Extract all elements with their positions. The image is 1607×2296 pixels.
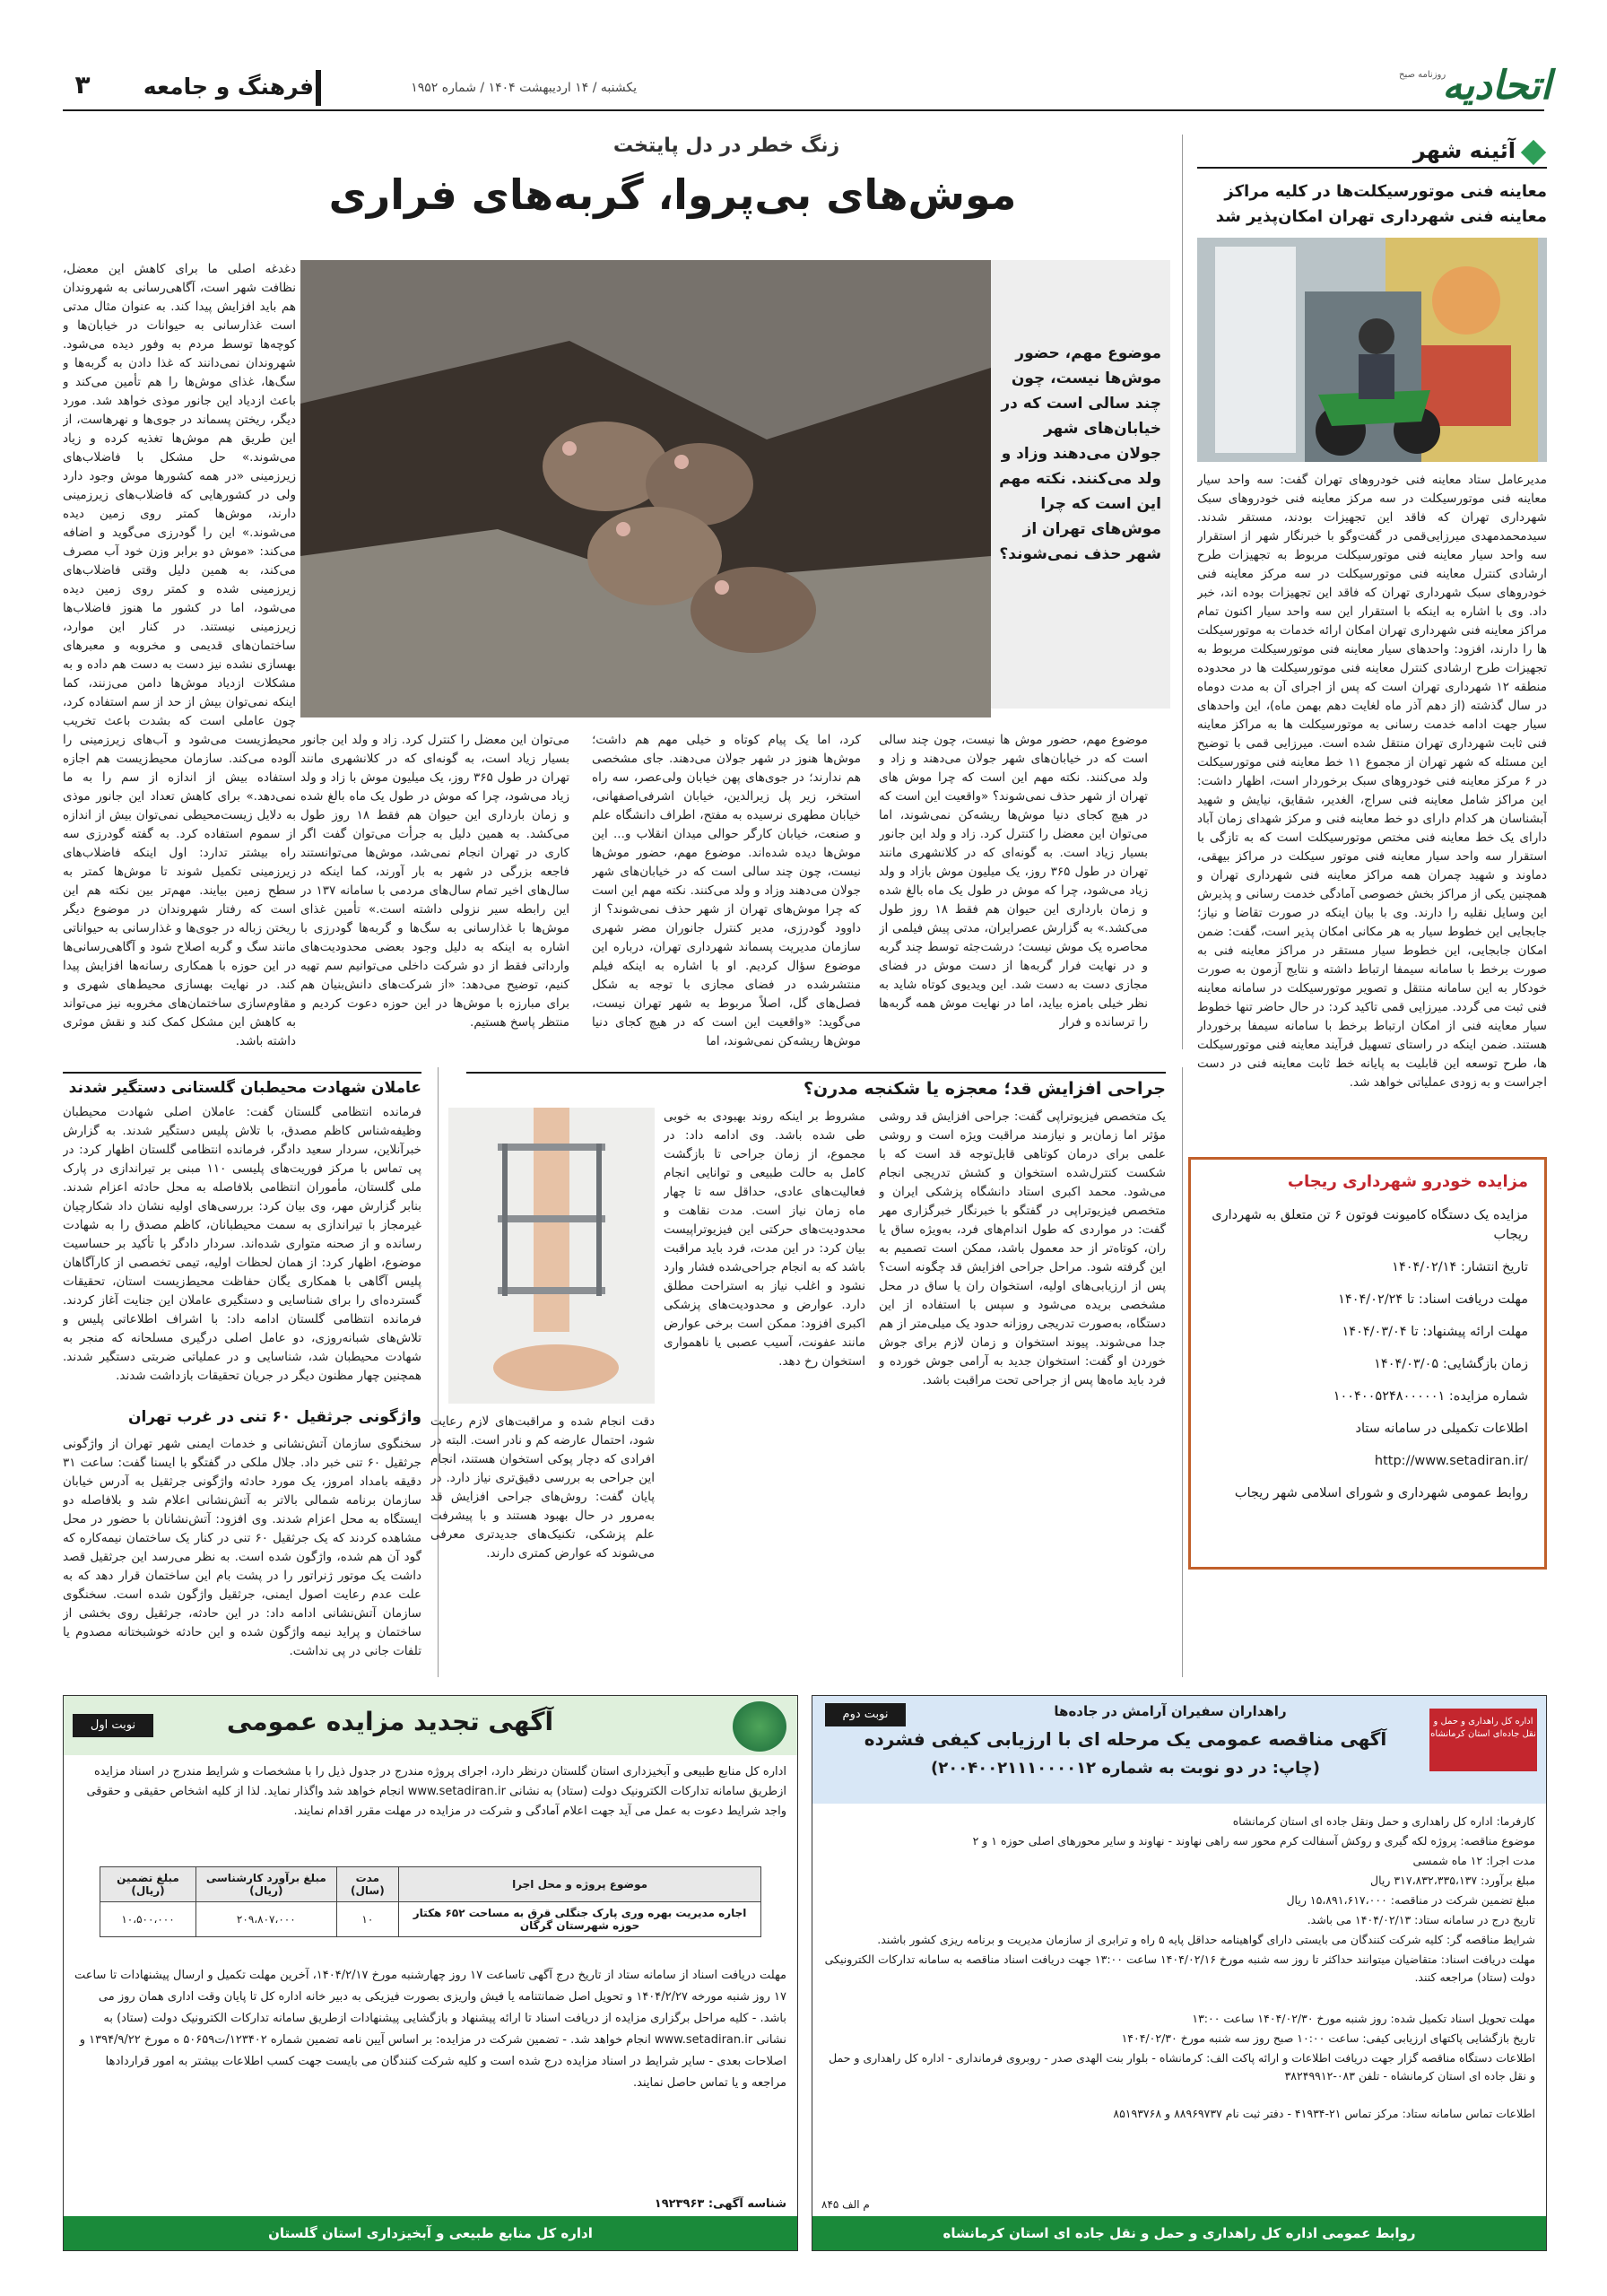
rats-photo — [300, 260, 991, 718]
tender-row: اطلاعات تماس سامانه ستاد: مرکز تماس ۲۱-۴۱۹۳۴ - دفتر ثبت نام ۸۸۹۶۹۷۳۷ و ۸۵۱۹۳۷۶۸ — [1113, 2107, 1535, 2120]
table-cell: ۱۰ — [336, 1902, 399, 1937]
tender-row: شرایط مناقصه گر: کلیه شرکت کنندگان می بایستی دارای گواهینامه حداقل پایه ۵ راه و ترابری از سازمان مدیریت و برنامه ریزی کشور باشند. — [877, 1933, 1535, 1946]
natural-resources-logo — [733, 1701, 786, 1752]
leg-brace-photo — [448, 1108, 655, 1404]
road-agency-logo: اداره کل راهداری و حمل و نقل جاده‌ای استان کرمانشاه — [1429, 1709, 1537, 1771]
date-line: یکشنبه / ۱۴ اردیبهشت ۱۴۰۴ / شماره ۱۹۵۲ — [411, 81, 637, 95]
renewal-footer — [64, 2216, 797, 2250]
pullquote: موضوع مهم، حضور موش‌ها نیست، چون چند سالی است که در خیابان‌های شهر جولان می‌دهند وزاد و ولد می‌کنند. نکته مهم این است که چرا موش‌های تهران از شهر حذف نمی‌شوند؟ — [999, 344, 1161, 563]
page-number: ۳ — [74, 70, 91, 100]
column-rule — [1182, 135, 1183, 1049]
golestan-headline: عاملان شهادت محیطبان گلستانی دستگیر شدند — [63, 1072, 421, 1097]
story-headline: موش‌های بی‌پروا، گربه‌های فراری — [328, 170, 1017, 219]
renewal-auction-ad — [63, 1695, 798, 2251]
story-kicker: زنگ خطر در دل پایتخت — [612, 135, 840, 157]
story-column-2: کرد، اما یک پیام کوتاه و خیلی مهم هم داشت؛ موش‌ها هنوز در شهر جولان می‌دهند. جای مشخصی هم ندارند؛ در جوی‌های پهن خیابان ولی‌عصر، سه راه استخر، زیر پل زیرالدین، خیابان اشرفی‌اصفهانی، خیابان مطهری نرسیده به مفتح، اطراف دانشگاه علم و صنعت، خیابان کارگر حوالی میدان انقلاب و... این موش‌ها دیده شده‌اند. موضوع مهم، حضور موش‌ها نیست، چون چند سالی است که در خیابان‌های شهر جولان می‌دهند وزاد و ولد می‌کنند. نکته مهم این است که چرا موش‌های تهران از شهر حذف نمی‌شوند؟ از داوود گودرزی، مدیر کنترل جانوران مضر شهری سازمان مدیریت پسماند شهرداری تهران، درباره این موضوع سؤال کردیم. او با اشاره به اینکه فیلم منتشرشده در فضای مجازی با توجه به شکل فصل‌های گل، اصلاً مربوط به شهر تهران نیست، می‌گوید: «واقعیت این است که در هیچ کجای دنیا موش‌ها ریشه‌کن نمی‌شوند، اما — [592, 733, 861, 1048]
surgery-column-3: دقت انجام شده و مراقبت‌های لازم رعایت شود، احتمال عارضه کم و نادر است. البته در افرادی که دچار پوکی استخوان هستند، انجام این جراحی به بررسی دقیق‌تری نیاز دارد. در پایان گفت: روش‌های جراحی افزایش قد به‌مرور در حال بهبود هستند و با پیشرفت علم پزشکی، تکنیک‌های جدیدتری معرفی می‌شوند که عوارض کمتری دارند. — [430, 1414, 655, 1561]
renewal-body: مهلت دریافت اسناد از سامانه ستاد از تاریخ درج آگهی تاساعت ۱۷ روز چهارشنبه مورخ ۱۴۰۴/۲/۱۷، آخرین مهلت تکمیل و ارسال پیشنهادات تا ساعت ۱۷ روز شنبه مورخه ۱۴۰۴/۲/۲۷ و تحویل اصل ضمانتنامه یا فیش واریزی بصورت فیزیکی به دبیر خانه اداره کل تا پایان وقت اداری همان روز می باشد. - کلیه مراحل برگزاری مزایده از دریافت اسناد تا ارائه پیشنهاد و بازگشایی پیشنهادات ازطریق سامانه تدارکات الکترونیک دولت (ستاد) به نشانی www.setadiran.ir انجام خواهد شد. - تضمین شرکت در مزایده: بر اساس آیین نامه تضمین شماره ۱۲۳۴۰۲/ت۵۰۶۵۹ ه مورخ ۱۳۹۴/۹/۲۲ و اصلاحات بعدی - سایر شرایط در اسناد مزایده درج شده است و کلیه شرکت کنندگان می بایست جهت کسب اطلاعات بیشتر به امور قراردادها مراجعه و یا تماس حاصل نمایند. — [74, 1969, 786, 2090]
tender-footer-text: روابط عمومی اداره کل راهداری و حمل و نقل جاده ای استان کرمانشاه — [942, 2225, 1416, 2241]
table-header: مبلغ تضمین (ریال) — [100, 1867, 196, 1902]
renewal-intro: اداره کل منابع طبیعی و آبخیزداری استان گلستان درنظر دارد، اجرای پروژه مندرج در جدول ذیل را با مشخصات و شرایط مندرج در اسناد مزایده ازطریق سامانه تدارکات الکترونیک دولت (ستاد) به نشانی www.setadiran.ir انجام خواهد شد واگذار نماید. لذا از کلیه اشخاص حقیقی و حقوقی واجد شرایط دعوت به عمل می آید جهت اعلام آمادگی و شرکت در مزایده در مهلت مقرر اقدام نمایند. — [86, 1765, 786, 1818]
auction-line: اطلاعات تکمیلی در سامانه ستاد — [1355, 1422, 1528, 1436]
table-header: مبلغ برآورد کارشناسی (ریال) — [196, 1867, 337, 1902]
tender-banner: راهداران سفیران آرامش در جاده‌ها — [1054, 1703, 1287, 1719]
auction-link[interactable]: http://www.setadiran.ir/ — [1374, 1454, 1528, 1468]
logo-text: اتحادیه — [1442, 63, 1551, 109]
story-column-1: موضوع مهم، حضور موش ها نیست، چون چند سالی است که در خیابان‌های شهر جولان می‌دهند و زاد و ولد می‌کنند. نکته مهم این است که چرا موش های تهران از شهر حذف نمی‌شوند؟ «واقعیت این است که در هیچ کجای دنیا موش‌ها ریشه‌کن نمی‌شوند، اما می‌توان این معضل را کنترل کرد. زاد و ولد این جانور بسیار زیاد است. به گونه‌ای که در کلانشهری مانند تهران در طول ۳۶۵ روز، یک میلیون موش بازاد و ولد زیاد می‌شود، چرا که موش در طول یک ماه بالغ شده و زمان بارداری این حیوان هم فقط ۱۸ روز طول می‌کشد.» به گزارش عصرایران، مدتی پیش فیلمی از محاصره یک موش نیست؛ درشت‌جثه توسط چند گربه و در نهایت فرار گربه‌ها از دست موش در فضای مجازی دست به دست شد. این ویدیوی کوتاه شاید به نظر خیلی بامزه بیاید، اما در نهایت موش همه گربه‌ها را ترسانده و فرار — [879, 733, 1148, 1030]
column-rule — [1182, 1067, 1183, 1677]
auction-line: مهلت دریافت اسناد: تا ۱۴۰۴/۰۲/۲۴ — [1338, 1292, 1528, 1307]
tender-row: مبلغ برآورد: ۳۱۷،۸۳۲،۳۳۵،۱۳۷ ریال — [1370, 1874, 1535, 1887]
auction-notice — [1188, 1157, 1547, 1570]
tender-subtitle: (چاپ: در دو نوبت به شماره ۲۰۰۴۰۰۲۱۱۱۰۰۰۰۱۲) — [931, 1759, 1320, 1778]
table-cell: ۲۰۹،۸۰۷،۰۰۰ — [196, 1902, 337, 1937]
table-header: مدت (سال) — [336, 1867, 399, 1902]
auction-title: مزایده خودرو شهرداری ریجاب — [1287, 1172, 1528, 1191]
auction-line: شماره مزایده: ۱۰۰۴۰۰۵۲۴۸۰۰۰۰۰۱ — [1333, 1389, 1528, 1404]
section-divider — [316, 70, 321, 106]
tender-row: تاریخ درج در سامانه ستاد: ۱۴۰۴/۰۲/۱۳ می باشد. — [1307, 1913, 1535, 1926]
table-cell: ۱۰،۵۰۰،۰۰۰ — [100, 1902, 196, 1937]
sidebar-title: آئینه شهر — [1412, 138, 1516, 163]
tender-badge: نوبت دوم — [825, 1703, 906, 1726]
sidebar-headline: معاینه فنی موتورسیکلت‌ها در کلیه مراکز معاینه فنی شهرداری تهران امکان‌پذیر شد — [1215, 182, 1547, 226]
tender-row: مهلت تحویل اسناد تکمیل شده: روز شنبه مورخ ۱۴۰۴/۰۲/۳۰ ساعت ۱۳:۰۰ — [1192, 2012, 1535, 2025]
tender-row: اطلاعات دستگاه مناقصه گزار جهت دریافت اطلاعات و ارائه پاکت الف: کرمانشاه - بلوار بنت الهدی صدر - روبروی فرمانداری - اداره کل راهداری و حمل و نقل جاده ای استان کرمانشاه - تلفن ۰۸۳-۳۸۲۴۹۹۱۲ — [829, 2051, 1535, 2083]
sidebar-body: مدیرعامل ستاد معاینه فنی خودروهای تهران گفت: سه واحد سیار معاینه فنی موتورسیکلت در سه مرکز معاینه فنی خودروهای سبک شهرداری تهران که فاقد این تجهیزات بودند، مستقر شدند. سیدمحمدمهدی میرزایی‌قمی در گفت‌وگو با خبرنگار شهر از استقرار سه واحد سیار معاینه فنی موتورسیکلت مربوط به تجهیزات طرح ارشادی کنترل معاینه فنی موتورسیکلت در سه مرکز معاینه فنی خودروهای سبک شهرداری تهران که فاقد این تجهیزات بوده اند، خبر داد. وی با اشاره به اینکه با استقرار این سه واحد سیار اکنون تمام مراکز معاینه فنی شهرداری تهران امکان ارائه خدمات به موتورسیکلت ها را دارند، افزود: واحدهای سیار معاینه فنی موتورسیکلت مربوط به تجهیزات طرح ارشادی کنترل معاینه فنی موتورسیکلت ها در محدوده منطقه ۱۲ شهرداری تهران است که پس از اجرای آن به مدت دوماه در سال گذشته (از دهم آذر ماه لغایت دهم بهمن ماه)، این واحدهای سیار جهت ادامه خدمت رسانی به موتورسیکلت ها به مراکز معاینه فنی ثابت شهرداری تهران منتقل شده است. میرزایی قمی با توضیح این مسئله که شهر تهران از مجموع ۱۱ خط معاینه فنی موتورسیکلت در ۶ مرکز معاینه فنی خودروهای سبک برخوردار است، اظهار داشت: این مراکز شامل معاینه فنی سراج، الغدیر، شقایق، نیایش و شهید آبشناسان هر کدام دارای دو خط معاینه فنی و مرکز شهدای زمان آباد دارای یک خط معاینه فنی مختص موتورسیکلت است که به تازگی با استقرار سه واحد سیار معاینه فنی موتور سیکلت در مراکز بیهقی، دماوند و شهید چمران همه مراکز معاینه فنی شهرداری تهران و همچنین یکی از مراکز بخش خصوصی آمادگی خدمت رسانی و پذیرش این وسایل نقلیه را دارند. وی با بیان اینکه در صورت تقاضا و نیاز؛ جابجایی این خطوط سیار به هر مکانی امکان پذیر است، گفت: ضمن امکان جابجایی، این خطوط سیار مستقر در مراکز معاینه فنی به صورت برخط با سامانه سیمفا ارتباط داشته و نتایج آزمون به صورت خودکار به این سامانه منتقل و تصویر موتورسیکلت در سامانه معاینه فنی ثبت می گردد. میرزایی قمی تاکید کرد: در حال حاضر تنها خطوط سیار معاینه فنی از امکان ارتباط برخط با سامانه سیمفا برخوردار هستند. ضمن اینکه در راستای تسهیل فرآیند معاینه فنی موتورسیکلت ها، طرح توسعه این قابلیت به پایانه خط ثابت معاینه فنی در دست اجراست و به زودی عملیاتی خواهد شد. — [1197, 473, 1547, 1090]
tender-ad — [812, 1695, 1547, 2251]
crane-body: سخنگوی سازمان آتش‌نشانی و خدمات ایمنی شهر تهران از واژگونی جرثقیل ۶۰ تنی خبر داد. جلال ملکی در گفتگو با ایسنا گفت: ساعت ۳۱ دقیقه بامداد امروز، یک مورد حادثه واژگونی جرثقیل به آدرس خیابان سازمان برنامه شمالی بالاتر به آتش‌نشانی اعلام شد و بلافاصله دو ایستگاه به محل اعزام شدند. وی افزود: آتش‌نشانان با حضور در محل مشاهده کردند که یک جرثقیل ۶۰ تنی در کنار یک ساختمان نیمه‌کاره که گود آن هم شده، واژگون شده است. به نظر می‌رسد این جرثقیل قصد داشت یک موتور ژنراتور را در پشت بام این ساختمان قرار دهد که به علت عدم رعایت اصول ایمنی، جرثقیل واژگون شده است. سخنگوی سازمان آتش‌نشانی ادامه داد: در این حادثه، جرثقیل روی بخشی از ساختمان و پراید نیمه واژگون شده و این حادثه خوشبختانه مصدوم یا تلفات جانی در پی نداشت. — [63, 1437, 421, 1658]
renewal-id: شناسه آگهی: ۱۹۲۳۹۶۳ — [654, 2197, 786, 2211]
auction-line: مهلت ارائه پیشنهاد: تا ۱۴۰۴/۰۳/۰۴ — [1342, 1325, 1528, 1339]
tender-row: مهلت دریافت اسناد: متقاضیان میتوانند حداکثر تا روز سه شنبه مورخ ۱۴۰۴/۰۲/۱۶ ساعت ۱۳:۰۰ جهت دریافت اسناد مناقصه به سامانه تدارکات الکترونیکی دولت (ستاد) مراجعه کنند. — [824, 1952, 1535, 1984]
renewal-title: آگهی تجدید مزایده عمومی — [226, 1707, 554, 1736]
tender-footer — [812, 2216, 1546, 2250]
story-column-4: دغدغه اصلی ما برای کاهش این معضل، نظافت شهر است، آگاهی‌رسانی به شهروندان هم باید افزایش پیدا کند. به عنوان مثال مدتی است غذارسانی به حیوانات در خیابان‌ها و کوچه‌ها توسط مردم به وفور دیده می‌شود. شهروندان نمی‌دانند که غذا دادن به گربه‌ها و سگ‌ها، غذای موش‌ها را هم تأمین می‌کند و باعث ازدیاد این جانور موذی خواهد شد. مورد دیگر، ریختن پسماند در جوی‌ها و نهرهاست، از این طریق هم موش‌ها تغذیه کرده و زیاد می‌شوند.» حل مشکل با فاضلاب‌های زیرزمینی «در همه کشورها موش وجود دارد ولی در کشورهایی که فاضلاب‌های زیرزمینی دارند، موش‌ها کمتر روی زمین دیده می‌شوند.» این را گودرزی می‌گوید و اضافه می‌کند: «موش دو برابر وزن خود آب مصرف می‌کند، به همین دلیل وقتی فاضلاب‌های زیرزمینی شده و کمتر روی زمین دیده می‌شود، اما در کشور ما هنوز فاضلاب‌ها زیرزمینی نیستند. در کنار این موارد، ساختمان‌های قدیمی و مخروبه و معبرهای بهسازی نشده نیز دست به دست هم داده و به مشکلات ازدیاد موش‌ها دامن می‌زنند، کما اینکه نمی‌توان بیش از حد از سم استفاده کرد، چون عاملی است که بشدت باعث تخریب محیط‌زیست می‌شود و آب‌های زیرزمینی را آلوده می‌کند. سازمان محیط‌زیست هم اجازه استفاده بیش از اندازه از سم را به ما نمی‌دهد.» برای کاهش تعداد این جانور موذی به دلایل زیست‌محیطی نمی‌توان بیش از اندازه از سموم استفاده کرد. به گفته گودرزی سه راه بیشتر تدارد: اول اینکه فاضلاب‌های زیرزمینی تکمیل شوند تا موش‌ها کمتر به سطح زمین بیایند. مهم‌تر بین نکته هم این است که رفتار شهروندان در موضوع دیگر ریختن زباله در جوی‌ها و غذارسانی به حیواناتی مانند سگ و گربه اصلاح شود و آگاهی‌رسانی‌ها در این حوزه با همکاری رسانه‌ها افزایش پیدا کند. در نهایت بهسازی محیط‌های شهری و مقاوم‌سازی ساختمان‌های مخروبه نیز می‌تواند به کاهش این مشکل کمک کند و نقش موثری داشته باشد. — [63, 262, 296, 1048]
renewal-table — [100, 1866, 761, 1937]
tender-code: م الف ۸۴۵ — [821, 2198, 870, 2211]
auction-line: تاریخ انتشار: ۱۴۰۴/۰۲/۱۴ — [1392, 1260, 1528, 1274]
tender-title: آگهی مناقصه عمومی یک مرحله ای با ارزیابی کیفی فشرده — [864, 1728, 1387, 1750]
auction-line: زمان بازگشایی: ۱۴۰۴/۰۳/۰۵ — [1374, 1357, 1528, 1371]
tender-row: تاریخ بازگشایی پاکتهای ارزیابی کیفی: ساعت ۱۰:۰۰ صبح روز سه شنبه مورخ ۱۴۰۴/۰۲/۳۰ — [1121, 2031, 1535, 2045]
logo-subtext: روزنامه صبح — [1399, 70, 1446, 80]
section-title: فرهنگ و جامعه — [143, 74, 314, 100]
tender-row: موضوع مناقصه: پروژه لکه گیری و روکش آسفالت کرم محور سه راهی نهاوند - نهاوند و سایر محورهای اصلی حوزه ۱ و ۲ — [972, 1834, 1535, 1848]
auction-line: مزایده یک دستگاه کامیونت فوتون ۶ تن متعلق به شهرداری ریجاب — [1212, 1208, 1528, 1242]
golestan-body: فرمانده انتظامی گلستان گفت: عاملان اصلی شهادت محیطبان وظیفه‌شناس کاظم مصدق، با تلاش پلیس دستگیر شدند. به گزارش خبرآنلاین، سردار سعید دادگر، فرمانده انتظامی گلستان اظهار کرد: در پی تماس با مرکز فوریت‌های پلیسی ۱۱۰ مبنی بر تیراندازی در پارک ملی گلستان، مأموران انتظامی بلافاصله به محل حادثه اعزام شدند. بنابر گزارش مهر، وی بیان کرد: بررسی‌های اولیه نشان داد شکارچیان غیرمجاز با تیراندازی به سمت محیطبانان، کاظم مصدق را به شهادت رسانده و از صحنه متواری شده‌اند. سردار دادگر با تأکید بر حساسیت موضوع، اظهار کرد: از همان لحظات اولیه، تیمی تخصصی از کارآگاهان پلیس آگاهی با همکاری یگان حفاظت محیط‌زیست استان، تحقیقات گسترده‌ای را برای شناسایی و دستگیری عاملان این جنایت آغاز کردند. فرمانده انتظامی گلستان ادامه داد: با اشراف اطلاعاتی پلیس و تلاش‌های شبانه‌روزی، دو عامل اصلی درگیری مسلحانه که منجر به شهادت محیطبان شد، شناسایی و در عملیاتی ضربتی دستگیر شدند. همچنین چهار مظنون دیگر در جریان تحقیقات بازداشت شدند. — [63, 1105, 421, 1383]
renewal-badge: نوبت اول — [73, 1714, 153, 1737]
renewal-footer-text: اداره کل منابع طبیعی و آبخیزداری استان گلستان — [268, 2225, 593, 2241]
auction-signature: روابط عمومی شهرداری و شورای اسلامی شهر ریجاب — [1234, 1486, 1528, 1500]
motorcycle-photo — [1197, 238, 1547, 462]
crane-headline: واژگونی جرثقیل ۶۰ تنی در غرب تهران — [128, 1408, 421, 1426]
table-header: موضوع پروژه و محل اجرا — [399, 1867, 761, 1902]
tender-row: مبلغ تضمین شرکت در مناقصه: ۱۵،۸۹۱،۶۱۷،۰۰۰ ریال — [1286, 1893, 1535, 1907]
tender-row: مدت اجرا: ۱۲ ماه شمسی — [1412, 1854, 1535, 1867]
tender-row: کارفرما: اداره کل راهداری و حمل ونقل جاده ای استان کرمانشاه — [1232, 1814, 1535, 1828]
surgery-column-1: یک متخصص فیزیوتراپی گفت: جراحی افزایش قد روشی مؤثر اما زمان‌بر و نیازمند مراقبت ویژه است و روشی علمی برای درمان کوتاهی قابل‌توجه قد است که با شکست کنترل‌شده استخوان و کشش تدریجی انجام می‌شود. محمد اکبری استاد دانشگاه پزشکی ایران و متخصص فیزیوتراپی در گفتگو با خبرنگار خبرگزاری مهر گفت: در مواردی که طول اندام‌های فرد، به‌ویژه ساق یا ران، کوتاه‌تر از حد معمول باشد، ممکن است تصمیم به این گرفته شود. مراحل جراحی افزایش قد چگونه است؟ پس از ارزیابی‌های اولیه، استخوان ران یا ساق در محل مشخصی بریده می‌شود و سپس با استفاده از این دستگاه، به‌صورت تدریجی روزانه حدود یک میلی‌متر از هم جدا می‌شوند. پیوند استخوان و زمان لازم برای جوش خوردن او گفت: استخوان جدید به آرامی جوش خورده و فرد باید ماه‌ها پس از جراحی تحت مراقبت باشد. — [879, 1109, 1166, 1387]
table-cell: اجاره مدیریت بهره وری پارک جنگلی قرق به مساحت ۶۵۲ هکتار حوزه شهرستان گرگان — [399, 1902, 761, 1937]
surgery-column-2: مشروط بر اینکه روند بهبودی به خوبی طی شده باشد. وی ادامه داد: در مجموع، از زمان جراحی تا بازگشت کامل به حالت طبیعی و توانایی انجام فعالیت‌های عادی، حداقل سه تا چهار ماه زمان نیاز است. مدت نقاهت و محدودیت‌های حرکتی این فیزیوتراپیست بیان کرد: در این مدت، فرد باید مراقبت باشد که به انجام جراحی‌شده فشار وارد نشود و اغلب نیاز به استراحت مطلق دارد. عوارض و محدودیت‌های پزشکی اکبری افزود: ممکن است برخی عوارض مانند عفونت، آسیب عصبی یا ناهمواری استخوان رخ دهد. — [664, 1109, 865, 1369]
surgery-headline: جراحی افزایش قد؛ معجزه یا شکنجه مدرن؟ — [466, 1072, 1166, 1099]
story-column-3: می‌توان این معضل را کنترل کرد. زاد و ولد این جانور بسیار زیاد است، به گونه‌ای که در کلانشهری مانند تهران در طول ۳۶۵ روز، یک میلیون موش با زاد و ولد زیاد می‌شود، چرا که موش در طول یک ماه بالغ شده و زمان بارداری این حیوان هم فقط ۱۸ روز طول می‌کشد. به همین دلیل به جرأت می‌توان گفت اگر کاری در تهران انجام نمی‌شد، موش‌ها می‌توانستند فاجعه بزرگی در شهر به بار آورند، کما اینکه در سال‌های اخیر تمام سال‌های مردمی با سامانه ۱۳۷ در این رابطه سیر نزولی داشته است.» تأمین غذای موش‌ها با غذارسانی به سگ‌ها و گربه‌ها گودرزی با اشاره به اینکه به دلیل وجود بعضی محدودیت‌های وارداتی فقط از دو شرکت داخلی می‌توانیم سم تهیه کنیم، توضیح می‌دهد: «از شرکت‌های دانش‌بنیان هم برای مبارزه با موش‌ها در این حوزه دعوت کردیم و منتظر پاسخ هستیم. — [300, 733, 569, 1030]
newspaper-logo — [1399, 63, 1551, 113]
